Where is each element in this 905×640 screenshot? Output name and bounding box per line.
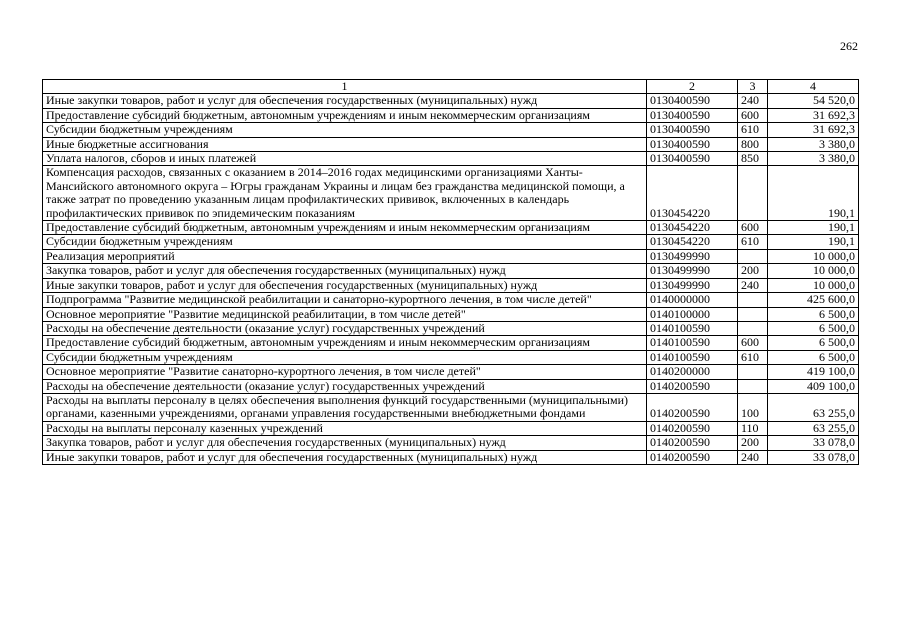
amount: 10 000,0 (768, 278, 859, 292)
table-row (43, 365, 859, 379)
table-row (43, 350, 859, 364)
target-article-code: 0140200590 (647, 393, 738, 421)
expense-name: Иные закупки товаров, работ и услуг для обеспечения государственных (муниципальных) нужд (43, 278, 647, 292)
target-article-code: 0140100590 (647, 350, 738, 364)
expense-name: Подпрограмма "Развитие медицинской реабилитации и санаторно-курортного лечения, в том числе детей" (43, 293, 647, 307)
expense-type-code: 100 (738, 393, 768, 421)
amount: 3 380,0 (768, 137, 859, 151)
target-article-code: 0130400590 (647, 94, 738, 108)
expense-name: Иные бюджетные ассигнования (43, 137, 647, 151)
expense-type-code: 240 (738, 278, 768, 292)
expense-type-code: 240 (738, 94, 768, 108)
target-article-code: 0140200590 (647, 450, 738, 464)
expense-type-code (738, 321, 768, 335)
target-article-code: 0130499990 (647, 278, 738, 292)
table-row (43, 393, 859, 421)
expense-name: Расходы на обеспечение деятельности (оказание услуг) государственных учреждений (43, 379, 647, 393)
expense-type-code: 800 (738, 137, 768, 151)
expense-name: Иные закупки товаров, работ и услуг для обеспечения государственных (муниципальных) нужд (43, 94, 647, 108)
target-article-code: 0140100000 (647, 307, 738, 321)
expense-name: Субсидии бюджетным учреждениям (43, 123, 647, 137)
table-row (43, 235, 859, 249)
header-cell: 4 (768, 80, 859, 94)
target-article-code: 0130454220 (647, 221, 738, 235)
amount: 3 380,0 (768, 152, 859, 166)
expense-name: Закупка товаров, работ и услуг для обеспечения государственных (муниципальных) нужд (43, 436, 647, 450)
expense-name: Уплата налогов, сборов и иных платежей (43, 152, 647, 166)
amount: 425 600,0 (768, 293, 859, 307)
amount: 6 500,0 (768, 307, 859, 321)
target-article-code: 0130454220 (647, 235, 738, 249)
target-article-code: 0130400590 (647, 137, 738, 151)
target-article-code: 0140200000 (647, 365, 738, 379)
amount: 10 000,0 (768, 264, 859, 278)
amount: 54 520,0 (768, 94, 859, 108)
target-article-code: 0130400590 (647, 152, 738, 166)
target-article-code: 0140200590 (647, 436, 738, 450)
expense-name: Основное мероприятие "Развитие медицинской реабилитации, в том числе детей" (43, 307, 647, 321)
page-number: 262 (840, 39, 858, 53)
expense-type-code: 110 (738, 421, 768, 435)
table-row (43, 249, 859, 263)
target-article-code: 0140000000 (647, 293, 738, 307)
expense-name: Субсидии бюджетным учреждениям (43, 235, 647, 249)
table-row (43, 307, 859, 321)
expense-name: Иные закупки товаров, работ и услуг для обеспечения государственных (муниципальных) нужд (43, 450, 647, 464)
target-article-code: 0140100590 (647, 336, 738, 350)
amount: 31 692,3 (768, 108, 859, 122)
amount: 10 000,0 (768, 249, 859, 263)
amount: 190,1 (768, 166, 859, 221)
header-cell: 2 (647, 80, 738, 94)
expense-type-code: 850 (738, 152, 768, 166)
expense-type-code: 240 (738, 450, 768, 464)
table-row (43, 321, 859, 335)
table-row (43, 293, 859, 307)
amount: 6 500,0 (768, 336, 859, 350)
target-article-code: 0140100590 (647, 321, 738, 335)
amount: 419 100,0 (768, 365, 859, 379)
expense-type-code: 200 (738, 436, 768, 450)
table-row (43, 166, 859, 221)
target-article-code: 0130454220 (647, 166, 738, 221)
amount: 33 078,0 (768, 450, 859, 464)
table-row (43, 278, 859, 292)
expense-name: Компенсация расходов, связанных с оказанием в 2014–2016 годах медицинскими организациями Ханты-Мансийского автономного округа – Югры гражданам Украины и лицам без гражданства медицинской помощи, а также затрат по проведению указанным лицам профилактических прививок, включенных в календарь профилактических прививок по эпидемическим показаниям (43, 166, 647, 221)
expense-type-code: 600 (738, 108, 768, 122)
target-article-code: 0140200590 (647, 379, 738, 393)
expense-name: Расходы на выплаты персоналу в целях обеспечения выполнения функций государственными (муниципальными) органами, казенными учреждениями, органами управления государственными внебюджетными фондами (43, 393, 647, 421)
expense-type-code (738, 293, 768, 307)
amount: 409 100,0 (768, 379, 859, 393)
amount: 6 500,0 (768, 350, 859, 364)
expense-type-code: 610 (738, 123, 768, 137)
expense-type-code (738, 379, 768, 393)
amount: 190,1 (768, 221, 859, 235)
expense-type-code: 200 (738, 264, 768, 278)
table-row (43, 221, 859, 235)
expense-type-code (738, 365, 768, 379)
expense-type-code (738, 166, 768, 221)
table-row (43, 450, 859, 464)
table-row (43, 123, 859, 137)
target-article-code: 0130400590 (647, 123, 738, 137)
table-row (43, 336, 859, 350)
table-header-row (43, 80, 859, 94)
target-article-code: 0140200590 (647, 421, 738, 435)
expense-name: Предоставление субсидий бюджетным, автономным учреждениям и иным некоммерческим организациям (43, 221, 647, 235)
table-row (43, 379, 859, 393)
expense-name: Субсидии бюджетным учреждениям (43, 350, 647, 364)
target-article-code: 0130499990 (647, 264, 738, 278)
amount: 31 692,3 (768, 123, 859, 137)
budget-table (42, 79, 859, 465)
header-cell: 3 (738, 80, 768, 94)
table-row (43, 137, 859, 151)
table-row (43, 436, 859, 450)
table-row (43, 264, 859, 278)
amount: 190,1 (768, 235, 859, 249)
expense-type-code: 600 (738, 336, 768, 350)
expense-name: Реализация мероприятий (43, 249, 647, 263)
expense-type-code: 610 (738, 350, 768, 364)
expense-name: Закупка товаров, работ и услуг для обеспечения государственных (муниципальных) нужд (43, 264, 647, 278)
table-row (43, 152, 859, 166)
amount: 6 500,0 (768, 321, 859, 335)
table-row (43, 108, 859, 122)
amount: 63 255,0 (768, 421, 859, 435)
expense-type-code (738, 307, 768, 321)
amount: 33 078,0 (768, 436, 859, 450)
expense-type-code (738, 249, 768, 263)
target-article-code: 0130499990 (647, 249, 738, 263)
expense-type-code: 600 (738, 221, 768, 235)
expense-type-code: 610 (738, 235, 768, 249)
expense-name: Расходы на обеспечение деятельности (оказание услуг) государственных учреждений (43, 321, 647, 335)
expense-name: Основное мероприятие "Развитие санаторно-курортного лечения, в том числе детей" (43, 365, 647, 379)
table-row (43, 421, 859, 435)
target-article-code: 0130400590 (647, 108, 738, 122)
expense-name: Предоставление субсидий бюджетным, автономным учреждениям и иным некоммерческим организациям (43, 108, 647, 122)
expense-name: Расходы на выплаты персоналу казенных учреждений (43, 421, 647, 435)
table-row (43, 94, 859, 108)
header-cell: 1 (43, 80, 647, 94)
expense-name: Предоставление субсидий бюджетным, автономным учреждениям и иным некоммерческим организациям (43, 336, 647, 350)
amount: 63 255,0 (768, 393, 859, 421)
